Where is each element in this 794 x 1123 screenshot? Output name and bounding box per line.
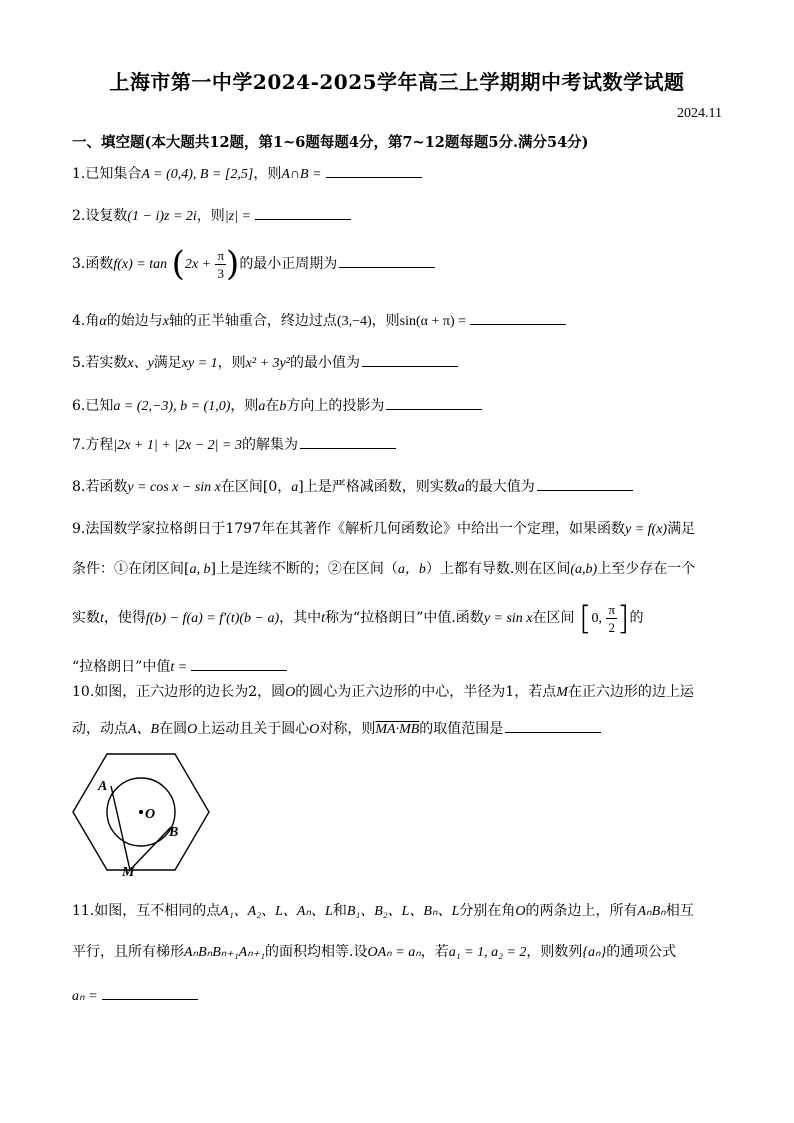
- q9-text-6: 上至少存在一个: [597, 561, 696, 577]
- q8-text-4: 的最大值为: [464, 479, 535, 495]
- q3-text-2: 的最小正周期为: [239, 256, 338, 272]
- q5-text: 5.若实数: [72, 355, 128, 371]
- q11-text-6: 平行，且所有梯形: [72, 944, 184, 960]
- right-bracket: ]: [617, 599, 630, 637]
- q11-text-4: 的两条边上，所有: [525, 903, 638, 919]
- q11-ask: aₙ =: [72, 989, 98, 1004]
- q9-text-4: ]上是连续不断的；②在区间（: [210, 561, 398, 577]
- label-M: M: [122, 865, 135, 878]
- fraction-pi-3: [215, 249, 226, 280]
- q6-vector-a: a: [258, 399, 266, 414]
- q4-point: (3,−4): [336, 314, 372, 329]
- q10-AB: A、B: [128, 722, 160, 737]
- segment-MB: [130, 827, 171, 870]
- q4-text-3: 轴的正半轴重合，终边过点: [168, 313, 337, 329]
- q11-O: O: [515, 904, 526, 919]
- q3-math: f(x) = tan: [113, 257, 168, 272]
- answer-blank[interactable]: [470, 310, 566, 325]
- q6-text-3: 在: [265, 398, 280, 414]
- q9-text-5: ）上都有导数.则在区间: [425, 561, 571, 577]
- q10-dot-product: MA·MB: [375, 722, 420, 737]
- q9-ab-2: a，b: [397, 562, 426, 577]
- q9-t-2: t: [321, 611, 326, 626]
- q10-text-4: 动，动点: [72, 721, 128, 737]
- question-11-line-2: [72, 941, 676, 961]
- q10-O-3: O: [309, 722, 320, 737]
- q8-text: 8.若函数: [72, 479, 128, 495]
- answer-blank[interactable]: [386, 395, 482, 410]
- q2-text: 2.设复数: [72, 208, 128, 224]
- q6-text-2: ，则: [230, 398, 259, 414]
- q8-text-2: 在区间[0，: [220, 479, 292, 495]
- q11-text-3: 分别在角: [459, 903, 516, 919]
- question-6: [72, 395, 482, 415]
- left-paren: (: [171, 244, 185, 284]
- q6-text: 6.已知: [72, 398, 114, 414]
- answer-blank[interactable]: [505, 718, 601, 733]
- q10-O-2: O: [187, 722, 198, 737]
- q3-inner: 2x +: [184, 257, 212, 272]
- q9-function: y = f(x): [624, 522, 668, 537]
- question-10-line-1: [72, 681, 694, 701]
- q11-text-2: 和: [332, 903, 347, 919]
- answer-blank[interactable]: [300, 434, 396, 449]
- q8-a2: a: [457, 480, 465, 495]
- q11-points-B: B₁、B₂、L、Bₙ、L: [346, 904, 460, 919]
- q4-ask: sin(α + π) =: [399, 314, 467, 329]
- q9-t: t: [100, 611, 104, 626]
- q8-a: a: [291, 480, 299, 495]
- q9-text-8: ，使得: [103, 610, 146, 626]
- label-A: A: [98, 779, 108, 794]
- q11-text-9: ，则数列: [526, 944, 583, 960]
- q4-text-4: ，则: [371, 313, 400, 329]
- q11-text-7: 的面积均相等.设: [265, 944, 368, 960]
- q9-zero: 0,: [591, 611, 602, 626]
- q8-function: y = cos x − sin x: [127, 480, 221, 495]
- q9-text-11: 在区间: [532, 610, 575, 626]
- q11-text-5: 相互: [665, 903, 694, 919]
- q11-text-10: 的通项公式: [606, 944, 677, 960]
- question-9-line-4: [72, 656, 287, 676]
- q5-vars: x、y: [127, 356, 154, 371]
- q10-text: 10.如图，正六边形的边长为2，圆: [72, 684, 286, 700]
- q10-text-6: 上运动且关于圆心: [197, 721, 310, 737]
- q9-sin: y = sin x: [483, 611, 533, 626]
- q6-vectors: a = (2,−3), b = (1,0): [113, 399, 231, 414]
- q9-text-12: 的: [629, 610, 644, 626]
- q2-math: (1 − i)z = 2i: [127, 209, 197, 224]
- q2-text-2: ，则: [196, 208, 225, 224]
- q9-text-3: 条件：①在闭区间[: [72, 561, 190, 577]
- q11-initial: a₁ = 1, a₂ = 2: [448, 945, 527, 960]
- q4-alpha: α: [99, 314, 107, 329]
- fraction-pi-2: [606, 603, 617, 634]
- q3-text: 3.函数: [72, 256, 114, 272]
- answer-blank[interactable]: [326, 163, 422, 178]
- q5-expr: x² + 3y²: [245, 356, 290, 371]
- q9-interval: (a,b): [570, 562, 598, 577]
- q1-ask: A∩B =: [281, 167, 322, 182]
- hexagon-circle-figure: [66, 748, 216, 878]
- question-4: [72, 310, 566, 330]
- question-2: [72, 205, 351, 225]
- q9-text: 9.法国数学家拉格朗日于1797年在其著作《解析几何函数论》中给出一个定理，如果函数: [72, 521, 625, 537]
- question-9-line-1: [72, 518, 695, 538]
- answer-blank[interactable]: [339, 253, 435, 268]
- q7-text: 7.方程: [72, 437, 114, 453]
- label-O: O: [145, 807, 156, 822]
- q11-points-A: A₁、A₂、L、Aₙ、L: [220, 904, 333, 919]
- q8-text-3: ]上是严格减函数，则实数: [298, 479, 458, 495]
- exam-date: 2024.11: [677, 106, 722, 121]
- question-1: [72, 163, 422, 183]
- q9-text-9: ，其中: [279, 610, 322, 626]
- center-point: [139, 810, 143, 814]
- q10-M: M: [556, 685, 568, 700]
- page-title: 上海市第一中学2024-2025学年高三上学期期中考试数学试题: [109, 70, 685, 94]
- q10-O: O: [285, 685, 296, 700]
- question-7: [72, 434, 396, 454]
- q9-equation: f(b) − f(a) = f′(t)(b − a): [145, 611, 280, 626]
- question-8: [72, 476, 633, 496]
- label-B: B: [169, 825, 179, 840]
- answer-blank[interactable]: [191, 656, 287, 671]
- q5-text-3: ，则: [217, 355, 246, 371]
- q5-text-4: 的最小值为: [289, 355, 360, 371]
- q10-text-5: 在圆: [159, 721, 188, 737]
- left-bracket: [: [578, 599, 592, 637]
- q10-text-3: 在正六边形的边上运: [567, 684, 694, 700]
- q1-text-2: ，则: [253, 166, 282, 182]
- q1-text: 1.已知集合: [72, 166, 142, 182]
- q6-vector-b: b: [279, 399, 287, 414]
- q1-math: A = (0,4), B = [2,5]: [141, 167, 254, 182]
- q4-text-2: 的始边与: [106, 313, 163, 329]
- frac-num: π: [217, 247, 225, 263]
- q4-text: 4.角: [72, 313, 100, 329]
- question-9-line-3: [72, 596, 643, 640]
- q4-x: x: [162, 314, 169, 329]
- q10-text-8: 的取值范围是: [419, 721, 504, 737]
- question-11-line-1: [72, 900, 694, 920]
- right-paren: ): [226, 244, 240, 284]
- q6-text-4: 方向上的投影为: [286, 398, 385, 414]
- q11-sequence: {aₙ}: [582, 945, 607, 960]
- q7-text-2: 的解集为: [241, 437, 298, 453]
- q5-text-2: 满足: [153, 355, 182, 371]
- q9-text-10: 称为“拉格朗日”中值.函数: [325, 610, 484, 626]
- q9-ask: t =: [170, 660, 188, 675]
- answer-blank[interactable]: [362, 352, 458, 367]
- q11-AnBn: AₙBₙ: [637, 904, 666, 919]
- q11-text-8: ，若: [420, 944, 449, 960]
- q11-OAn: OAₙ = aₙ: [367, 945, 421, 960]
- frac-num: π: [608, 601, 615, 617]
- q2-ask: |z| =: [224, 209, 251, 224]
- question-9-line-2: [72, 558, 695, 578]
- question-5: [72, 352, 458, 372]
- frac-den: 3: [217, 265, 224, 281]
- q11-trapezoid: AₙBₙBₙ₊₁Aₙ₊₁: [184, 945, 266, 960]
- answer-blank[interactable]: [537, 476, 633, 491]
- q10-text-7: 对称，则: [319, 721, 376, 737]
- question-10-line-2: [72, 718, 601, 738]
- q5-cond: xy = 1: [181, 356, 218, 371]
- answer-blank[interactable]: [102, 985, 198, 1000]
- q9-text-13: “拉格朗日”中值: [72, 659, 171, 675]
- q7-equation: |2x + 1| + |2x − 2| = 3: [113, 438, 242, 453]
- question-3: [72, 242, 435, 286]
- section-heading: 一、填空题(本大题共12题，第1~6题每题4分，第7~12题每题5分.满分54分): [72, 134, 589, 151]
- q9-text-2: 满足: [667, 521, 696, 537]
- q11-text: 11.如图，互不相同的点: [72, 903, 221, 919]
- q10-text-2: 的圆心为正六边形的中心，半径为1，若点: [295, 684, 557, 700]
- segment-MA: [111, 786, 130, 870]
- question-11-line-3: [72, 985, 198, 1005]
- answer-blank[interactable]: [255, 205, 351, 220]
- q9-text-7: 实数: [72, 610, 100, 626]
- frac-den: 2: [608, 619, 615, 635]
- q9-ab: a, b: [189, 562, 211, 577]
